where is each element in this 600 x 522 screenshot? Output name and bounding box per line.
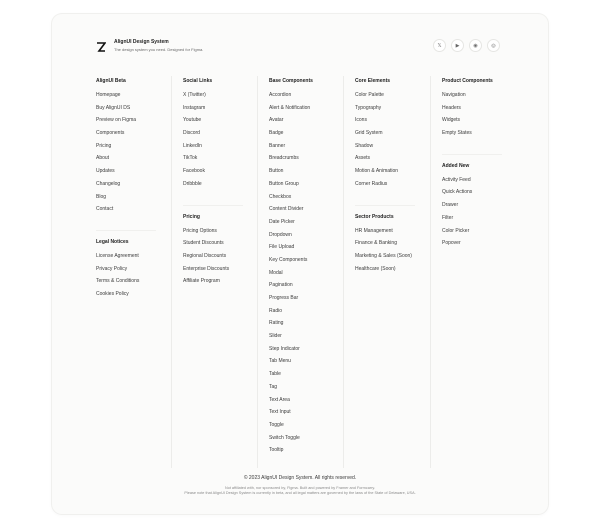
link-group xyxy=(96,230,156,301)
link-group xyxy=(355,76,415,191)
footer-link[interactable]: Text Area xyxy=(269,396,290,403)
link-group xyxy=(96,76,156,216)
footer-link[interactable]: Facebook xyxy=(183,168,205,175)
footer-link[interactable]: Text Input xyxy=(269,409,291,416)
group-divider xyxy=(96,230,156,231)
group-title: Core Elements xyxy=(355,78,391,84)
footer-link[interactable]: Color Picker xyxy=(442,227,470,234)
footer-link[interactable]: Cookies Policy xyxy=(96,290,129,297)
footer-link[interactable]: File Upload xyxy=(269,244,295,251)
footer-link[interactable]: Breadcrumbs xyxy=(269,155,299,162)
footer-link[interactable]: Terms & Conditions xyxy=(96,278,140,285)
footer-link[interactable]: Headers xyxy=(442,104,461,111)
link-group xyxy=(355,205,415,276)
link-group xyxy=(183,205,243,288)
footer-link[interactable]: Activity Feed xyxy=(442,176,471,183)
footer-link[interactable]: Buy AlignUI DS xyxy=(96,104,131,111)
footer-link[interactable]: Regional Discounts xyxy=(183,252,227,259)
footer-link[interactable]: Checkbox xyxy=(269,193,292,200)
group-title: Base Components xyxy=(269,78,313,84)
youtube-icon[interactable]: ▶ xyxy=(451,39,464,52)
group-title: Product Components xyxy=(442,78,493,84)
footer-link[interactable]: Navigation xyxy=(442,92,466,98)
footer-link[interactable]: LinkedIn xyxy=(183,142,202,149)
link-group xyxy=(442,76,502,140)
footer-column-1 xyxy=(96,76,156,315)
footer-link[interactable]: Pricing xyxy=(96,142,112,149)
footer-link[interactable]: Tag xyxy=(269,383,278,390)
footer-link[interactable]: Popover xyxy=(442,240,461,247)
footer-link[interactable]: Toggle xyxy=(269,421,284,428)
group-divider xyxy=(355,205,415,206)
footer-link[interactable]: Step Indicator xyxy=(269,345,300,352)
footer-link[interactable]: Radio xyxy=(269,307,283,314)
footer-link[interactable]: Corner Radius xyxy=(355,180,388,187)
footer-link[interactable]: Table xyxy=(269,371,281,378)
group-divider xyxy=(183,205,243,206)
footer-link[interactable]: Banner xyxy=(269,142,286,149)
alignui-logo-icon[interactable] xyxy=(96,42,106,52)
link-group xyxy=(442,154,502,250)
footer-link[interactable]: Marketing & Sales (Soon) xyxy=(355,252,412,259)
footer-column-5 xyxy=(442,76,502,264)
footer-link[interactable]: Affiliate Program xyxy=(183,278,220,285)
footer-link[interactable]: Blog xyxy=(96,193,107,200)
footer-link[interactable]: License Agreement xyxy=(96,252,139,259)
footer-link[interactable]: Finance & Banking xyxy=(355,240,397,247)
footer-link[interactable]: Alert & Notification xyxy=(269,104,311,111)
footer-link[interactable]: Content Divider xyxy=(269,206,304,213)
footer-link[interactable]: Shadow xyxy=(355,142,374,149)
footer-link[interactable]: Rating xyxy=(269,320,284,327)
footer-link[interactable]: Youtube xyxy=(183,117,202,124)
footer-link[interactable]: Button Group xyxy=(269,180,299,187)
footer-link[interactable]: HR Management xyxy=(355,227,393,234)
affiliation-note: Not affiliated with, nor sponsored by, Figma. Built and powered by Framer and Formcarry. xyxy=(224,486,376,490)
footer-link[interactable]: Modal xyxy=(269,269,283,276)
footer-link[interactable]: Components xyxy=(96,130,125,137)
brand-title: AlignUI Design System xyxy=(114,39,169,45)
footer-link[interactable]: About xyxy=(96,155,110,162)
footer-link[interactable]: Changelog xyxy=(96,180,121,187)
footer-link[interactable]: Quick Actions xyxy=(442,189,473,196)
column-divider xyxy=(257,76,258,468)
footer-link[interactable]: Empty States xyxy=(442,130,472,137)
footer-column-4 xyxy=(355,76,415,289)
footer-link[interactable]: TikTok xyxy=(183,155,198,162)
group-title: AlignUI Beta xyxy=(96,78,126,84)
copyright-text: © 2023 AlignUI Design System. All rights reserved. xyxy=(243,475,357,481)
footer-link[interactable]: Healthcare (Soon) xyxy=(355,265,396,272)
social-icons xyxy=(433,39,500,52)
group-title: Sector Products xyxy=(355,213,394,220)
footer-link[interactable]: Dribbble xyxy=(183,180,202,187)
footer-link[interactable]: Updates xyxy=(96,168,115,175)
footer-column-3 xyxy=(269,76,313,471)
brand-header xyxy=(96,39,203,53)
footer-link[interactable]: Typography xyxy=(355,104,382,111)
footer-bottom xyxy=(52,474,548,496)
column-divider xyxy=(171,76,172,468)
footer-link[interactable]: Motion & Animation xyxy=(355,168,399,175)
group-title: Added New xyxy=(442,162,470,169)
footer-column-2 xyxy=(183,76,243,302)
footer-link[interactable]: Avatar xyxy=(269,117,284,124)
footer-link[interactable]: Instagram xyxy=(183,104,206,111)
group-title: Social Links xyxy=(183,78,213,84)
footer-link[interactable]: Switch Toggle xyxy=(269,434,300,441)
footer-link[interactable]: Drawer xyxy=(442,202,459,209)
footer-link[interactable]: Enterprise Discounts xyxy=(183,265,230,272)
footer-link[interactable]: Pagination xyxy=(269,282,293,289)
footer-link[interactable]: Accordion xyxy=(269,92,292,98)
footer-link[interactable]: Tooltip xyxy=(269,447,284,454)
link-group xyxy=(183,76,243,191)
footer-link[interactable]: Button xyxy=(269,168,284,175)
group-divider xyxy=(442,154,502,155)
footer-link[interactable]: Student Discounts xyxy=(183,240,224,247)
dribbble-icon[interactable]: ◎ xyxy=(487,39,500,52)
footer-link[interactable]: Privacy Policy xyxy=(96,265,128,272)
column-divider xyxy=(343,76,344,468)
footer-card xyxy=(52,14,548,514)
discord-icon[interactable]: ◉ xyxy=(469,39,482,52)
brand-tagline: The design system you need. Designed for Figma. xyxy=(114,47,204,52)
footer-link[interactable]: Filter xyxy=(442,214,454,221)
footer-link[interactable]: Tab Menu xyxy=(269,358,291,365)
link-group xyxy=(269,76,313,457)
footer-link[interactable]: Contact xyxy=(96,206,114,213)
footer-link[interactable]: Discord xyxy=(183,130,200,137)
footer-link[interactable]: Homepage xyxy=(96,92,121,98)
x-icon[interactable]: 𝕏 xyxy=(433,39,446,52)
footer-link[interactable]: Color Palette xyxy=(355,92,384,98)
footer-link[interactable]: X (Twitter) xyxy=(183,92,206,98)
footer-link[interactable]: Preview on Figma xyxy=(96,117,137,124)
footer-link[interactable]: Badge xyxy=(269,130,284,137)
footer-link[interactable]: Grid System xyxy=(355,130,383,137)
footer-link[interactable]: Key Components xyxy=(269,256,308,263)
footer-link[interactable]: Pricing Options xyxy=(183,227,217,234)
group-title: Legal Notices xyxy=(96,238,129,245)
column-divider xyxy=(430,76,431,468)
legal-note: Please note that AlignUI Design System is currently in beta, and all legal matters are governed by the laws of the State of Delaware, USA. xyxy=(184,491,416,495)
footer-link[interactable]: Assets xyxy=(355,155,371,162)
footer-link[interactable]: Progress Bar xyxy=(269,295,299,301)
footer-link[interactable]: Date Picker xyxy=(269,218,295,225)
footer-link[interactable]: Icons xyxy=(355,117,367,124)
footer-link[interactable]: Widgets xyxy=(442,117,461,124)
footer-link[interactable]: Slider xyxy=(269,333,282,340)
footer-link[interactable]: Dropdown xyxy=(269,231,292,238)
group-title: Pricing xyxy=(183,213,200,220)
